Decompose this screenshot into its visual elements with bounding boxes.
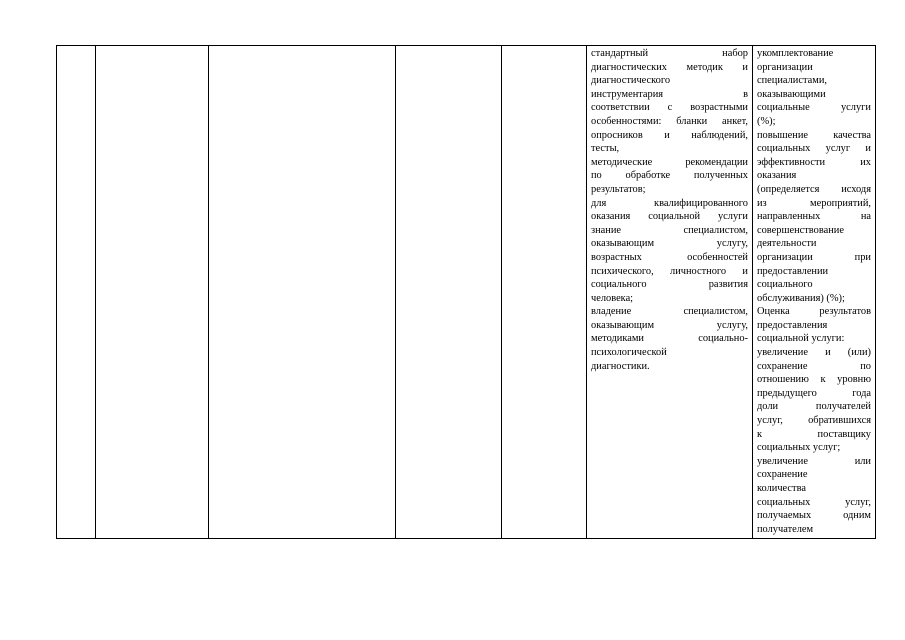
text-line: оказывающим услугу, <box>591 319 748 331</box>
quality-indicators-text <box>753 46 875 536</box>
text-line: увеличение или <box>757 455 871 467</box>
text-line: количества <box>757 483 806 494</box>
text-line: методиками социально- <box>591 333 748 345</box>
table-cell-service-term <box>396 46 502 539</box>
text-line: сохранение по <box>757 360 871 372</box>
table-cell-service-description <box>209 46 396 539</box>
text-line: соответствии с возрастными <box>591 102 748 114</box>
text-line: повышение качества <box>757 129 871 141</box>
text-line: направленных на <box>757 211 871 223</box>
text-line: оказания <box>757 170 797 182</box>
table-cell-conditions <box>587 46 753 539</box>
text-line: совершенствование <box>757 224 844 236</box>
text-line: организации при <box>757 251 871 263</box>
table-cell-number <box>57 46 96 539</box>
text-line: владение специалистом, <box>591 306 748 318</box>
text-line: получаемых одним <box>757 510 871 522</box>
text-line: социальной услуги: <box>757 333 845 345</box>
table-row <box>57 46 876 539</box>
text-line: оказывающим услугу, <box>591 238 748 250</box>
text-line: социальных услуг, <box>757 496 871 508</box>
text-line: диагностических методик и <box>591 61 748 73</box>
text-line: (определяется исходя <box>757 183 871 195</box>
text-line: стандартный набор <box>591 48 748 59</box>
text-line: результатов; <box>591 183 646 195</box>
table-cell-quality-indicators <box>753 46 876 539</box>
text-line: социальные услуги <box>757 102 871 114</box>
text-line: психологической <box>591 347 667 359</box>
text-line: диагностики. <box>591 360 650 372</box>
text-line: (%); <box>757 115 776 127</box>
text-line: к поставщику <box>757 428 871 440</box>
text-line: услуг, обратившихся <box>757 415 871 427</box>
text-line: специалистами, <box>757 75 827 87</box>
text-line: тесты, <box>591 143 620 155</box>
text-line: деятельности <box>757 238 817 250</box>
text-line: оказывающими <box>757 88 826 100</box>
text-line: предоставлении <box>757 265 829 277</box>
text-line: из мероприятий, <box>757 197 871 209</box>
text-line: Оценка результатов <box>757 306 871 318</box>
text-line: возрастных особенностей <box>591 251 748 263</box>
text-line: получателем <box>757 523 814 535</box>
text-line: сохранение <box>757 469 808 481</box>
text-line: особенностями: бланки анкет, <box>591 115 748 127</box>
text-line: предоставления <box>757 319 828 331</box>
text-line: доли получателей <box>757 401 871 413</box>
document-table <box>56 45 876 539</box>
text-line: инструментария в <box>591 88 748 100</box>
text-line: по обработке полученных <box>591 170 748 182</box>
text-line: отношению к уровню <box>757 374 871 386</box>
table-cell-service-name <box>96 46 209 539</box>
text-line: социального развития <box>591 279 748 291</box>
text-line: увеличение и (или) <box>757 347 871 359</box>
text-line: организации <box>757 61 813 73</box>
text-line: для квалифицированного <box>591 197 748 209</box>
text-line: психического, личностного и <box>591 265 748 277</box>
text-line: опросников и наблюдений, <box>591 129 748 141</box>
text-line: знание специалистом, <box>591 224 748 236</box>
conditions-text <box>587 46 752 373</box>
text-line: оказания социальной услуги <box>591 211 748 223</box>
table-cell-per-capita-norm <box>502 46 587 539</box>
text-line: предыдущего года <box>757 387 871 399</box>
text-line: методические рекомендации <box>591 156 748 168</box>
text-line: социальных услуг и <box>757 143 871 155</box>
text-line: укомплектование <box>757 48 834 59</box>
text-line: социальных услуг; <box>757 442 841 454</box>
text-line: эффективности их <box>757 156 871 168</box>
text-line: человека; <box>591 292 634 304</box>
text-line: социального <box>757 279 813 291</box>
text-line: обслуживания) (%); <box>757 292 845 304</box>
text-line: диагностического <box>591 75 671 87</box>
